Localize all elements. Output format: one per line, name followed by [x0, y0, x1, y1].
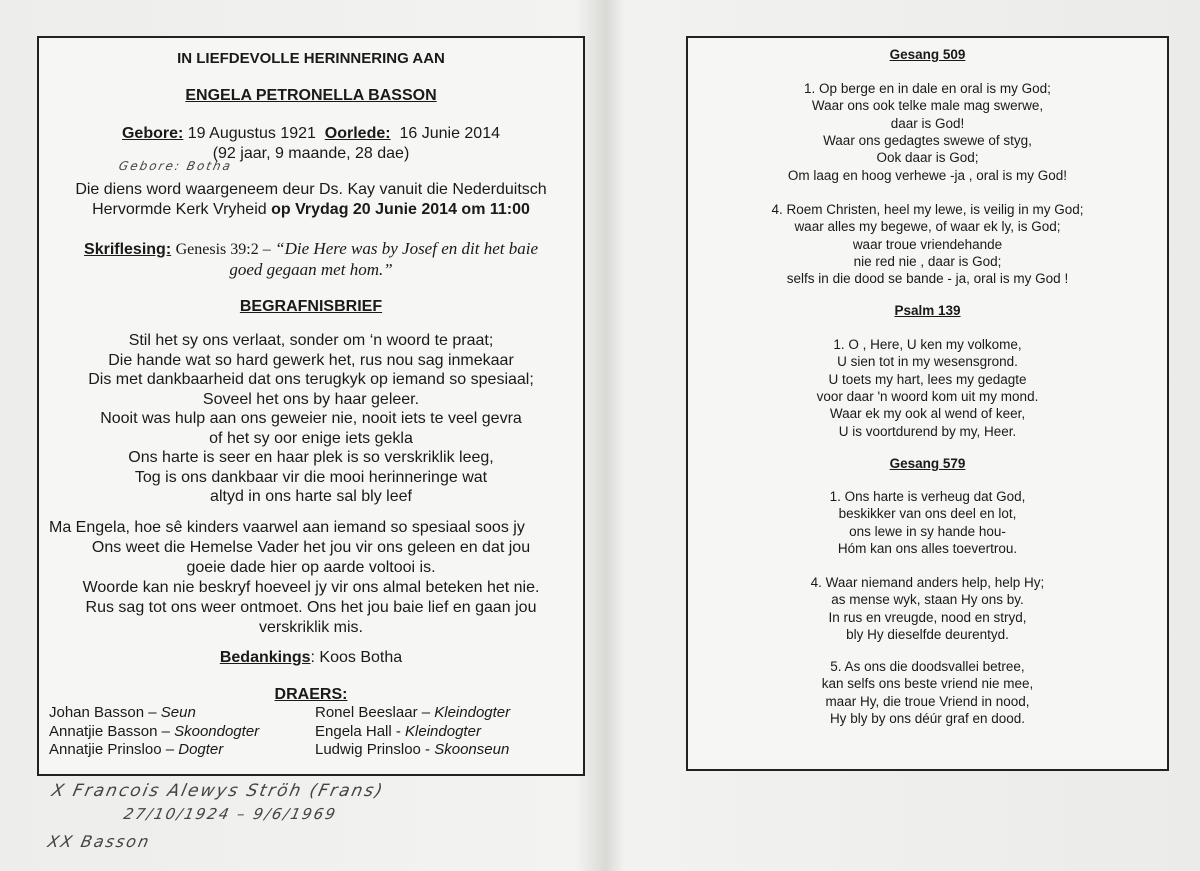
bearer-role: Seun — [160, 704, 196, 721]
hymn-line: U is voortdurend by my, Heer. — [838, 423, 1017, 439]
hymn-line: Waar ons ook telke male mag swerwe, — [811, 98, 1044, 114]
bearer-name: Ronel Beeslaar – — [315, 704, 435, 721]
bearer-role: Skoondogter — [174, 722, 260, 740]
hymn-line: beskikker van ons deel en lot, — [838, 506, 1017, 522]
service-line-1: Die diens word waargeneem deur Ds. Kay vanuit die Nederduitsch — [75, 181, 547, 198]
poem-line: altyd in ons harte sal bly leef — [210, 488, 412, 505]
born-label: Gebore: — [121, 125, 184, 142]
thanks-name: : Koos Botha — [310, 649, 403, 666]
memorial-panel — [37, 36, 585, 776]
handwritten-maiden-name: Gebore: Botha — [117, 159, 234, 173]
hymn-line: Om laag en hoog verhewe -ja , oral is my God! — [787, 167, 1068, 183]
poem-line: Die hande wat so hard gewerk het, rus nou sag inmekaar — [108, 351, 514, 369]
poem-line: Nooit was hulp aan ons geweier nie, nooit iets te veel gevra — [100, 410, 522, 427]
bearer-role: Dogter — [178, 741, 224, 758]
hymn-579-title: Gesang 579 — [889, 456, 966, 471]
letter-title: BEGRAFNISBRIEF — [239, 298, 383, 315]
hymn-line: 4. Waar niemand anders help, help Hy; — [810, 575, 1045, 590]
hymn-line: Waar ons gedagtes swewe of styg, — [823, 132, 1032, 148]
died-label: Oorlede: — [324, 125, 391, 142]
bearer-entry — [49, 704, 259, 723]
age-line: (92 jaar, 9 maande, 28 dae) — [212, 145, 410, 162]
reading-line-1 — [39, 239, 583, 259]
farewell-line: Ma Engela, hoe sê kinders vaarwel aan iemand so spesiaal soos jy — [49, 519, 525, 536]
handwritten-note-3: XX Basson — [45, 832, 153, 851]
hymn-line: selfs in die dood se bande - ja, oral is my God ! — [786, 271, 1069, 287]
service-line-2 — [39, 200, 583, 219]
bearer-name: Johan Basson – — [49, 704, 161, 721]
hymn-line: 1. Op berge en in dale en oral is my God; — [804, 81, 1051, 96]
poem-line: Soveel het ons by haar geleer. — [202, 390, 420, 408]
hymn-line: Ook daar is God; — [876, 150, 979, 166]
hymn-line: as mense wyk, staan Hy ons by. — [831, 592, 1024, 608]
bearer-role: Kleindogter — [434, 704, 511, 721]
thanks-line — [39, 648, 583, 667]
poem-line: of het sy oor enige iets gekla — [209, 429, 413, 447]
bearer-name: Annatjie Basson – — [49, 722, 175, 740]
hymn-line: nie red nie , daar is God; — [853, 253, 1002, 269]
hymn-line: waar alles my begewe, of waar ek ly, is God; — [794, 219, 1061, 235]
farewell-line: verskriklik mis. — [259, 619, 363, 636]
bearer-role: Skoonseun — [434, 741, 510, 758]
handwritten-note-1: X Francois Alewys Ströh (Frans) — [49, 781, 387, 801]
reading-quote-1: “Die Here was by Josef en dit het baie — [275, 239, 538, 258]
thanks-label: Bedankings — [219, 649, 311, 666]
hymn-line: U sien tot in my wesensgrond. — [837, 354, 1018, 370]
hymn-line: 1. Ons harte is verheug dat God, — [829, 489, 1026, 504]
bearer-entry — [315, 704, 510, 723]
died-date: 16 Junie 2014 — [399, 125, 500, 142]
hymn-line: ons lewe in sy hande hou- — [849, 523, 1006, 539]
handwritten-note-2: 27/10/1924 – 9/6/1969 — [122, 805, 339, 823]
hymn-line: 4. Roem Christen, heel my lewe, is veilig in my God; — [771, 202, 1084, 217]
poem-line: Dis met dankbaarheid dat ons terugkyk op iemand so spesiaal; — [88, 371, 534, 388]
service-time: op Vrydag 20 Junie 2014 om 11:00 — [271, 201, 530, 218]
reading-quote-2: goed gegaan met hom.” — [229, 260, 393, 279]
hymn-line: bly Hy dieselfde deurentyd. — [846, 626, 1009, 642]
bearer-name: Engela Hall - — [315, 722, 406, 740]
hymn-line: 5. As ons die doodsvallei betree, — [830, 659, 1025, 674]
hymn-line: In rus en vreugde, nood en stryd, — [828, 609, 1027, 625]
farewell-line: Ons weet die Hemelse Vader het jou vir ons geleen en dat jou — [91, 539, 531, 556]
hymn-509-title: Gesang 509 — [889, 47, 966, 62]
bearer-entry — [315, 741, 510, 760]
hymn-line: voor daar 'n woord kom uit my mond. — [816, 388, 1039, 404]
hymns-panel — [686, 36, 1169, 771]
deceased-name: ENGELA PETRONELLA BASSON — [185, 87, 437, 104]
bearer-role: Kleindogter — [405, 722, 481, 740]
church-name: Hervormde Kerk Vryheid — [92, 201, 267, 218]
bearer-name: Ludwig Prinsloo - — [315, 741, 435, 758]
memorial-heading: IN LIEFDEVOLLE HERINNERING AAN — [177, 50, 445, 67]
hymn-line: 1. O , Here, U ken my volkome, — [833, 337, 1022, 352]
poem-line: Stil het sy ons verlaat, sonder om ‘n woord te praat; — [128, 332, 494, 349]
farewell-line: Rus sag tot ons weer ontmoet. Ons het jou baie lief en gaan jou — [85, 599, 537, 616]
bearer-entry — [315, 723, 510, 742]
reading-ref: Genesis 39:2 – — [175, 241, 271, 258]
hymn-line: Waar ek my ook al wend of keer, — [829, 406, 1026, 422]
bearers-title: DRAERS: — [274, 686, 348, 703]
bearer-entry — [49, 741, 259, 760]
poem-line: Ons harte is seer en haar plek is so verskriklik leeg, — [128, 449, 494, 466]
bearers-right-column — [315, 704, 510, 760]
hymn-line: U toets my hart, lees my gedagte — [828, 371, 1027, 387]
hymn-line: kan selfs ons beste vriend nie mee, — [821, 676, 1034, 692]
hymn-line: maar Hy, die troue Vriend in nood, — [825, 693, 1030, 709]
bearers-left-column — [49, 704, 259, 760]
poem-line: Tog is ons dankbaar vir die mooi herinneringe wat — [134, 468, 488, 486]
born-date: 19 Augustus 1921 — [187, 125, 316, 142]
farewell-line: Woorde kan nie beskryf hoeveel jy vir ons almal beteken het nie. — [82, 579, 540, 596]
bearer-name: Annatjie Prinsloo – — [49, 741, 179, 758]
hymn-line: Hy bly by ons déúr graf en dood. — [829, 710, 1026, 726]
bearer-entry — [49, 723, 259, 742]
hymn-line: Hóm kan ons alles toevertrou. — [837, 540, 1018, 556]
hymn-line: daar is God! — [890, 115, 965, 131]
reading-label: Skriflesing: — [84, 241, 172, 258]
dates-line — [39, 124, 583, 143]
hymn-line: waar troue vriendehande — [852, 236, 1003, 252]
farewell-line: goeie dade hier op aarde voltooi is. — [186, 559, 436, 576]
psalm-139-title: Psalm 139 — [894, 303, 961, 318]
